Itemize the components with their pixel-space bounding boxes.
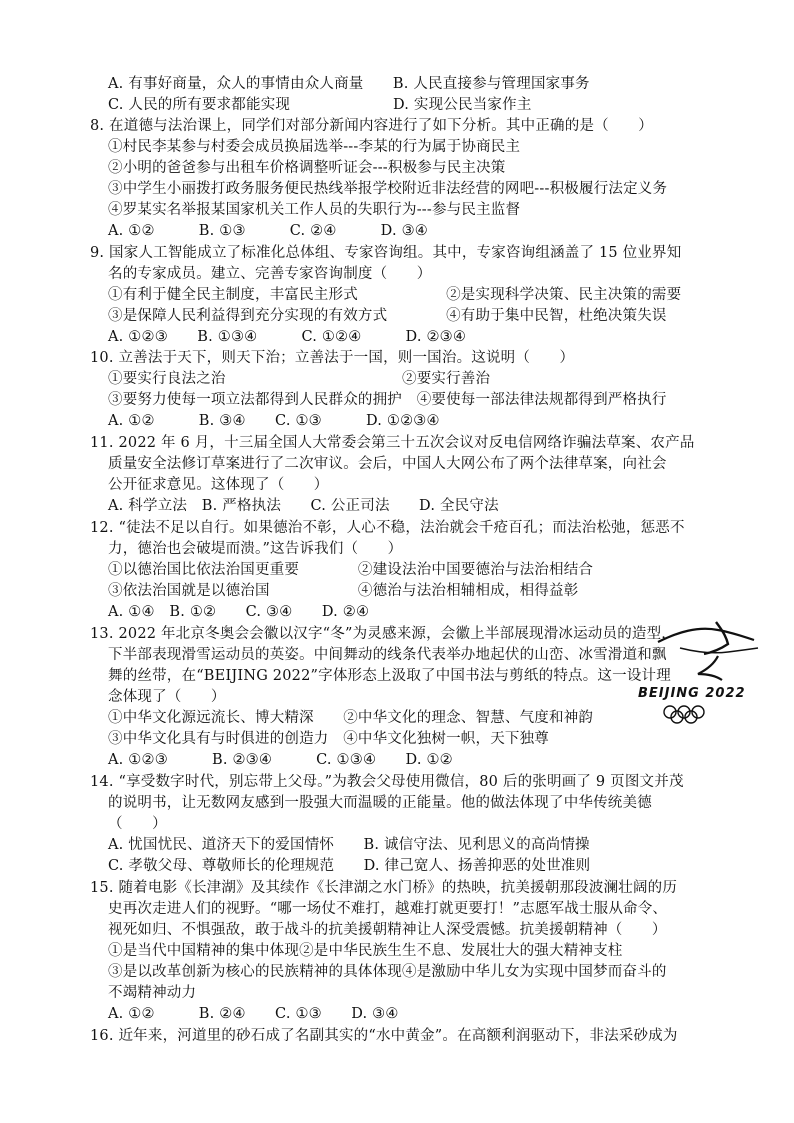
text-line: ③是以改革创新为核心的民族精神的具体体现④是激励中华儿女为实现中国梦而奋斗的 bbox=[108, 964, 667, 980]
logo-caption: BEIJING 2022 bbox=[638, 686, 746, 701]
text-line: 舞的丝带，在“BEIJING 2022”字体形态上汲取了中国书法与剪纸的特点。这一设计理 bbox=[108, 668, 671, 684]
text-line: ③依法治国就是以德治国 ④德治与法治相辅相成，相得益彰 bbox=[108, 583, 579, 599]
text-line: A. ①④ B. ①② C. ③④ D. ②④ bbox=[108, 604, 370, 620]
text-line: 11. 2022 年 6 月，十三届全国人大常委会第三十五次会议对反电信网络诈骗法草案、农产品 bbox=[90, 435, 695, 451]
text-line: 13. 2022 年北京冬奥会会徽以汉字“冬”为灵感来源，会徽上半部展现滑冰运动员的造型， bbox=[90, 626, 677, 642]
text-line: 史再次走进人们的视野。“哪一场仗不难打，越难打就更要打！”志愿军战士服从命令、 bbox=[108, 901, 668, 917]
text-line: ①村民李某参与村委会成员换届选举---李某的行为属于协商民主 bbox=[108, 139, 521, 155]
text-line: A. ①②③ B. ①③④ C. ①②④ D. ②③④ bbox=[108, 329, 467, 345]
text-line: 下半部表现滑雪运动员的英姿。中间舞动的线条代表举办地起伏的山峦、冰雪滑道和飘 bbox=[108, 647, 667, 663]
text-line: 名的专家成员。建立、完善专家咨询制度（ ） bbox=[108, 266, 432, 282]
text-line: ①以德治国比依法治国更重要 ②建设法治中国要德治与法治相结合 bbox=[108, 562, 594, 578]
text-line: 16. 近年来，河道里的砂石成了名副其实的“水中黄金”。在高额利润驱动下，非法采砂成为 bbox=[90, 1028, 678, 1044]
text-line: ①中华文化源远流长、博大精深 ②中华文化的理念、智慧、气度和神韵 bbox=[108, 710, 594, 726]
text-line: ①要实行良法之治 ②要实行善治 bbox=[108, 371, 491, 387]
text-line: 9. 国家人工智能成立了标准化总体组、专家咨询组。其中，专家咨询组涵盖了 15 位业界知 bbox=[90, 245, 682, 261]
text-line: 公开征求意见。这体现了（ ） bbox=[108, 477, 329, 493]
text-line: ①是当代中国精神的集中体现②是中华民族生生不息、发展壮大的强大精神支柱 bbox=[108, 943, 623, 959]
text-line: 14. “享受数字时代，别忘带上父母。”为教会父母使用微信，80 后的张明画了 9 页图文并茂 bbox=[90, 774, 684, 790]
text-line: 12. “徒法不足以自行。如果德治不彰，人心不稳，法治就会千疮百孔；而法治松弛，惩恶不 bbox=[90, 520, 685, 536]
text-line: ③中华文化具有与时俱进的创造力 ④中华文化独树一帜，天下独尊 bbox=[108, 731, 549, 747]
text-line: 视死如归、不惧强敌，敢于战斗的抗美援朝精神让人深受震憾。抗美援朝精神（ ） bbox=[108, 922, 667, 938]
text-line: ③要努力使每一项立法都得到人民群众的拥护 ④要使每一部法律法规都得到严格执行 bbox=[108, 392, 667, 408]
text-line: （ ） bbox=[108, 816, 167, 832]
text-line: A. 科学立法 B. 严格执法 C. 公正司法 D. 全民守法 bbox=[108, 498, 499, 514]
text-line: A. ①②③ B. ②③④ C. ①③④ D. ①② bbox=[108, 752, 453, 768]
text-line: 念体现了（ ） bbox=[108, 689, 226, 705]
text-line: ①有利于健全民主制度，丰富民主形式 ②是实现科学决策、民主决策的需要 bbox=[108, 287, 682, 303]
text-line: A. 有事好商量，众人的事情由众人商量 B. 人民直接参与管理国家事务 bbox=[108, 76, 590, 92]
text-line: 不竭精神动力 bbox=[108, 985, 197, 1001]
text-line: A. ①② B. ③④ C. ①③ D. ①②③④ bbox=[108, 413, 440, 429]
text-line: ④罗某实名举报某国家机关工作人员的失职行为---参与民主监督 bbox=[108, 202, 521, 218]
text-line: 力，德治也会破堤而溃。”这告诉我们（ ） bbox=[108, 541, 403, 557]
text-line: 10. 立善法于天下，则天下治；立善法于一国，则一国治。这说明（ ） bbox=[90, 350, 575, 366]
text-line: 的说明书，让无数网友感到一股强大而温暖的正能量。他的做法体现了中华传统美德 bbox=[108, 795, 652, 811]
text-line: A. ①② B. ①③ C. ②④ D. ③④ bbox=[108, 223, 428, 239]
text-line: 质量安全法修订草案进行了二次审议。会后，中国人大网公布了两个法律草案，向社会 bbox=[108, 456, 667, 472]
text-line: C. 人民的所有要求都能实现 D. 实现公民当家作主 bbox=[108, 97, 532, 113]
text-line: ③是保障人民利益得到充分实现的有效方式 ④有助于集中民智，杜绝决策失误 bbox=[108, 308, 667, 324]
text-line: A. ①② B. ②④ C. ①③ D. ③④ bbox=[108, 1006, 399, 1022]
text-line: C. 孝敬父母、尊敬师长的伦理规范 D. 律己宽人、扬善抑恶的处世准则 bbox=[108, 858, 591, 874]
text-line: 8. 在道德与法治课上，同学们对部分新闻内容进行了如下分析。其中正确的是（ ） bbox=[90, 118, 653, 134]
text-line: 15. 随着电影《长津湖》及其续作《长津湖之水门桥》的热映，抗美援朝那段波澜壮阔的历 bbox=[90, 880, 678, 896]
text-line: A. 忧国忧民、道济天下的爱国情怀 B. 诚信守法、见利思义的高尚情操 bbox=[108, 837, 590, 853]
text-line: ③中学生小丽拨打政务服务便民热线举报学校附近非法经营的网吧---积极履行法定义务 bbox=[108, 181, 668, 197]
beijing-2022-emblem-icon bbox=[618, 612, 774, 724]
text-line: ②小明的爸爸参与出租车价格调整听证会---积极参与民主决策 bbox=[108, 160, 506, 176]
